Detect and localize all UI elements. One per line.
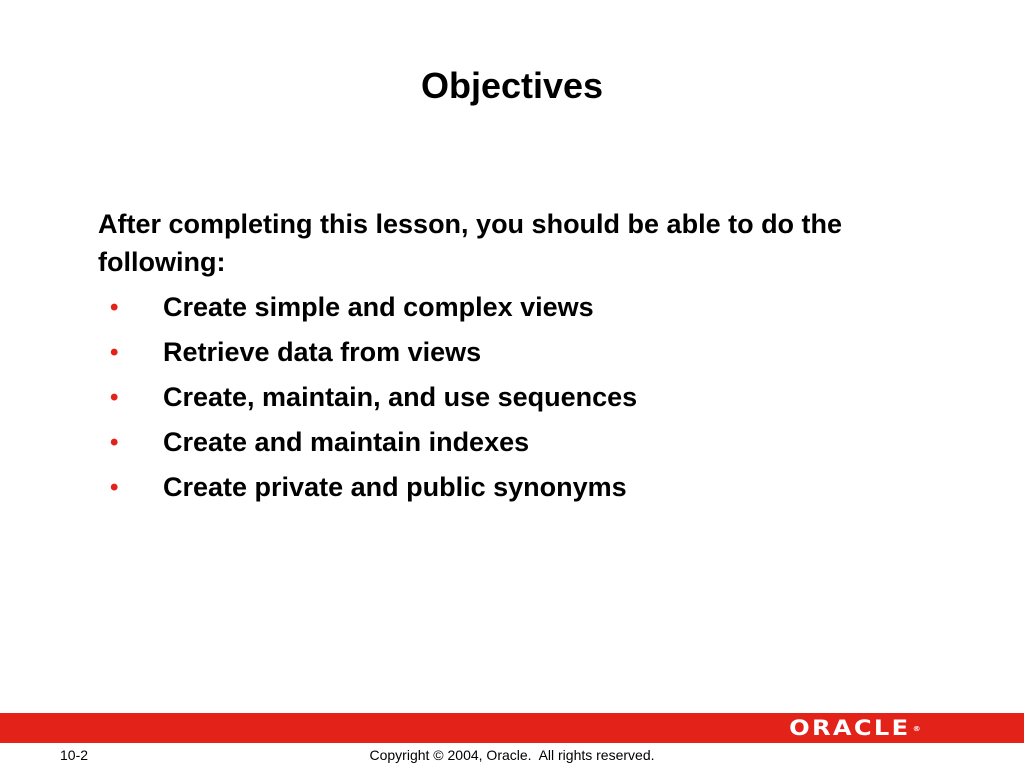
bullet-icon: •	[110, 474, 119, 501]
list-item-text: Create, maintain, and use sequences	[163, 382, 638, 412]
oracle-logo	[788, 716, 921, 740]
bullet-icon: •	[110, 384, 119, 411]
registered-mark: ®	[912, 725, 921, 733]
list-item	[98, 285, 958, 330]
page-number: 10-2	[60, 747, 89, 763]
list-item-text: Create simple and complex views	[163, 292, 594, 322]
oracle-logo-text: ORACLE	[788, 716, 910, 740]
bullet-icon: •	[110, 429, 119, 456]
list-item	[98, 465, 958, 510]
list-item-text: Create and maintain indexes	[163, 427, 530, 457]
list-item-text: Create private and public synonyms	[163, 472, 627, 502]
slide-body	[98, 205, 958, 510]
bullet-icon: •	[110, 294, 119, 321]
list-item	[98, 420, 958, 465]
copyright-text: Copyright © 2004, Oracle. All rights reserved.	[369, 747, 655, 763]
bullet-icon: •	[110, 339, 119, 366]
objectives-list	[98, 285, 958, 510]
list-item	[98, 330, 958, 375]
list-item-text: Retrieve data from views	[163, 337, 482, 367]
intro-text: After completing this lesson, you should be able to do the following:	[98, 209, 843, 277]
slide-title: Objectives	[420, 65, 604, 106]
list-item	[98, 375, 958, 420]
